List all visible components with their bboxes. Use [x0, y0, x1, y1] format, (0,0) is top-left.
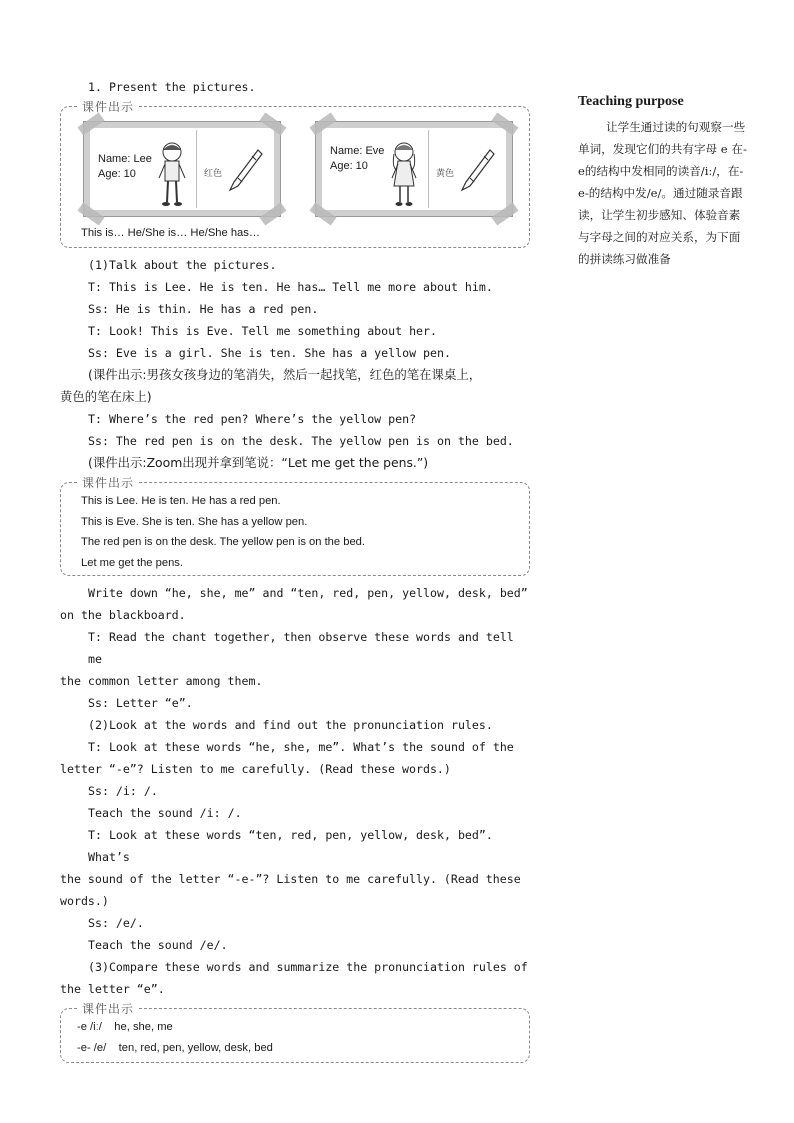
- courseware-label: 课件出示: [79, 1000, 137, 1017]
- text-line: T: Look! This is Eve. Tell me something about her.: [88, 324, 438, 338]
- main-column: [60, 76, 530, 1069]
- text-line: Write down “he, she, me” and “ten, red, pen, yellow, desk, bed”: [88, 586, 528, 600]
- box-line: Let me get the pens.: [81, 556, 183, 569]
- card-name: Name: Eve: [330, 145, 385, 157]
- courseware-label: 课件出示: [79, 474, 137, 491]
- pen-icon: [456, 146, 496, 196]
- section-heading: 1. Present the pictures.: [88, 80, 256, 94]
- rule-line: -e /iː/ he, she, me: [77, 1021, 173, 1033]
- picture-row: [61, 107, 529, 217]
- text-line: Ss: /e/.: [88, 916, 144, 930]
- text-line: T: This is Lee. He is ten. He has… Tell me more about him.: [88, 280, 493, 294]
- text-line: Teach the sound /i: /.: [88, 806, 242, 820]
- courseware-note: 黄色的笔在床上): [60, 389, 152, 404]
- text-line: Ss: He is thin. He has a red pen.: [88, 302, 319, 316]
- text-line: (2)Look at the words and find out the pronunciation rules.: [88, 718, 493, 732]
- courseware-box-sentences: [60, 476, 530, 576]
- pen-color-label: 黄色: [436, 169, 455, 179]
- text-line: letter “-e”? Listen to me carefully. (Read these words.): [60, 762, 451, 776]
- boy-illustration-icon: [154, 140, 190, 210]
- courseware-box-rules: [60, 1002, 530, 1063]
- text-line: T: Look at these words “he, she, me”. What’s the sound of the: [88, 740, 514, 754]
- card-age: Age: 10: [98, 168, 136, 180]
- picture-card-lee: [83, 121, 281, 217]
- box-line: The red pen is on the desk. The yellow pen is on the bed.: [81, 536, 366, 548]
- text-line: Ss: The red pen is on the desk. The yellow pen is on the bed.: [88, 434, 514, 448]
- text-line: Ss: Eve is a girl. She is ten. She has a yellow pen.: [88, 346, 451, 360]
- text-line: Ss: Letter “e”.: [88, 696, 193, 710]
- card-info: [330, 144, 384, 174]
- courseware-box-pictures: [60, 100, 530, 248]
- rule-line: -e- /e/ ten, red, pen, yellow, desk, bed: [77, 1041, 273, 1054]
- card-info: [98, 152, 152, 182]
- teaching-purpose-sidebar: [578, 94, 748, 270]
- text-line: Teach the sound /e/.: [88, 938, 228, 952]
- girl-illustration-icon: [386, 140, 422, 210]
- courseware-label: 课件出示: [79, 98, 137, 115]
- text-line: T: Where’s the red pen? Where’s the yellow pen?: [88, 412, 417, 426]
- text-line: words.): [60, 894, 109, 908]
- courseware-note: (课件出示:男孩女孩身边的笔消失，然后一起找笔，红色的笔在课桌上，: [88, 367, 482, 382]
- text-line: T: Look at these words “ten, red, pen, yellow, desk, bed”. What’s: [88, 828, 500, 864]
- card-age: Age: 10: [330, 160, 368, 172]
- text-line: Ss: /i: /.: [88, 784, 158, 798]
- pen-icon: [224, 146, 264, 196]
- box-caption: This is… He/She is… He/She has…: [81, 226, 261, 239]
- sidebar-text: 让学生通过读的句观察一些单词，发现它们的共有字母 e 在-e的结构中发相同的读音/iː/，在-e-的结构中发/e/。通过随录音跟读，让学生初步感知、体验音素与字母之间的对应关系，为下面的拼读练习做准备: [578, 120, 747, 266]
- text-line: on the blackboard.: [60, 608, 186, 622]
- picture-card-eve: [315, 121, 513, 217]
- sidebar-title: Teaching purpose: [578, 94, 684, 109]
- card-name: Name: Lee: [98, 153, 152, 165]
- text-line: (3)Compare these words and summarize the pronunciation rules of: [88, 960, 528, 974]
- text-line: the common letter among them.: [60, 674, 263, 688]
- text-line: the letter “e”.: [60, 982, 165, 996]
- box-line: This is Lee. He is ten. He has a red pen.: [81, 495, 281, 507]
- text-line: (1)Talk about the pictures.: [88, 258, 277, 272]
- text-line: the sound of the letter “-e-”? Listen to me carefully. (Read these: [60, 872, 521, 886]
- courseware-note: (课件出示:Zoom出现并拿到笔说：“Let me get the pens.”): [88, 455, 429, 470]
- box-line: This is Eve. She is ten. She has a yellow pen.: [81, 515, 308, 528]
- text-line: T: Read the chant together, then observe these words and tell me: [88, 630, 521, 666]
- pen-color-label: 红色: [204, 169, 223, 179]
